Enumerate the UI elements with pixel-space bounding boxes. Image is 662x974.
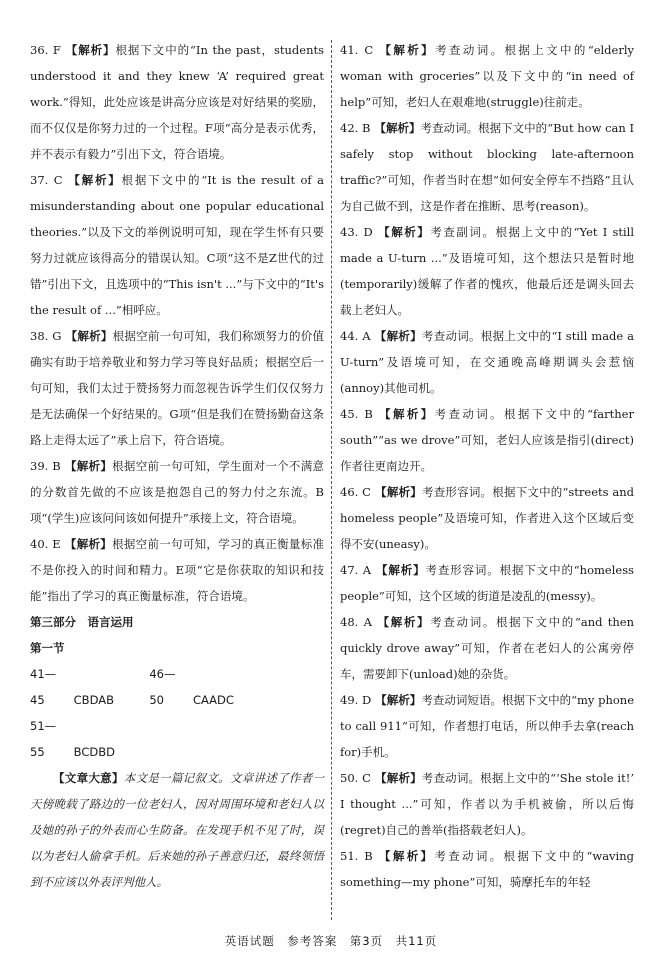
explanation-text: 考查动词。根据下文中的“and then quickly drove away”可知，作者在老妇人的公寓旁停车，需要卸下(unload)她的杂货。	[340, 615, 635, 681]
analysis-tag: 【解析】	[375, 615, 431, 629]
answer-explanation	[340, 323, 634, 401]
question-number: 50. C	[340, 771, 371, 785]
explanation-text: 考查动词。根据上文中的“I still made a U-turn”及语境可知，在交通晚高峰期调头会惹恼(annoy)其他司机。	[340, 329, 635, 395]
answer-key-row	[30, 661, 324, 713]
question-number: 45. B	[340, 407, 373, 421]
question-number: 42. B	[340, 121, 371, 135]
analysis-tag: 【解析】	[64, 537, 113, 551]
answer-explanation	[30, 453, 324, 531]
explanation-text: 根据下文中的“In the past，students understood it and they knew ‘A’ required great work.”得知，此处应该是讲高分应该是对好结果的奖励，而不仅仅是你努力过的一个过程。F项“高分是表示优秀，并不表示有毅力”引出下文，符合语境。	[30, 43, 324, 161]
question-number: 43. D	[340, 225, 373, 239]
question-number: 38. G	[30, 329, 62, 343]
question-number: 46. C	[340, 485, 371, 499]
analysis-tag: 【解析】	[374, 121, 421, 135]
explanation-text: 考查动词。根据下文中的“waving something—my phone”可知，骑摩托车的年轻	[340, 849, 634, 889]
analysis-tag: 【解析】	[374, 771, 422, 785]
question-number: 41. C	[340, 43, 374, 57]
left-entries	[30, 37, 324, 609]
analysis-tag: 【解析】	[376, 225, 431, 239]
explanation-text: 考查动词。根据下文中的“But how can I safely stop without blocking late-afternoon traffic?”可知，作者当时在想“如何安全停车不挡路”且认为自己做不到，这是作者在推断、思考(reason)。	[340, 121, 634, 213]
answer-explanation	[340, 609, 634, 687]
summary-text: 本文是一篇记叙文。文章讲述了作者一天傍晚载了路边的一位老妇人，因对周围环境和老妇人以及她的孙子的外表而心生防备。在发现手机不见了时，误以为老妇人偷拿手机。后来她的孙子善意归还，最终领悟到不应该以外表评判他人。	[30, 771, 325, 889]
analysis-tag: 【解析】	[376, 849, 435, 863]
explanation-text: 考查动词。根据上文中的“‘She stole it!’ I thought ...”可知，作者以为手机被偷，所以后悔(regret)自己的善举(指搭载老妇人)。	[340, 771, 634, 837]
analysis-tag: 【解析】	[374, 485, 422, 499]
question-number: 36. F	[30, 43, 61, 57]
page-footer: 英语试题 参考答案 第3页 共11页	[224, 934, 438, 948]
explanation-text: 根据下文中的“It is the result of a misunderstanding about one popular educational theories.”以及下文的举例说明可知，现在学生怀有只要努力过就应该得高分的错误认知。C项“这不是Z世代的过错”引出下文，且选项中的“This isn't ...”与下文中的“It's the result of ...”相呼应。	[30, 173, 325, 317]
answer-explanation	[340, 843, 634, 895]
question-number: 48. A	[340, 615, 372, 629]
question-number: 44. A	[340, 329, 371, 343]
analysis-tag: 【解析】	[375, 693, 422, 707]
analysis-tag: 【解析】	[66, 173, 122, 187]
right-entries	[340, 37, 634, 895]
question-number: 47. A	[340, 563, 372, 577]
key-range: 46—50	[149, 667, 176, 707]
answer-explanation	[30, 323, 324, 453]
question-number: 51. B	[340, 849, 373, 863]
answer-explanation	[340, 219, 634, 323]
explanation-text: 考查动词短语。根据下文中的“my phone to call 911”可知，作者想打电话，所以伸手去拿(reach for)手机。	[340, 693, 635, 759]
question-number: 49. D	[340, 693, 372, 707]
answer-explanation	[340, 401, 634, 479]
explanation-text: 考查形容词。根据下文中的“homeless people”可知，这个区域的街道是凌乱的(messy)。	[340, 563, 635, 603]
key-answers: CBDAB	[73, 693, 114, 707]
analysis-tag: 【解析】	[374, 329, 422, 343]
key-answers: BCDBD	[73, 745, 115, 759]
answer-key-row	[30, 713, 324, 765]
key-answers: CAADC	[192, 693, 234, 707]
answer-explanation	[340, 687, 634, 765]
answer-explanation	[340, 115, 634, 219]
analysis-tag: 【解析】	[65, 329, 113, 343]
answer-explanation	[30, 531, 324, 609]
explanation-text: 考查形容词。根据下文中的“streets and homeless people”及语境可知，作者进入这个区域后变得不安(uneasy)。	[340, 485, 635, 551]
key-range: 41—45	[30, 667, 57, 707]
part-title: 第三部分 语言运用	[30, 615, 134, 629]
question-number: 40. E	[30, 537, 61, 551]
answer-explanation	[30, 167, 324, 323]
analysis-tag: 【解析】	[64, 43, 116, 57]
article-summary	[30, 765, 324, 895]
question-number: 39. B	[30, 459, 61, 473]
answer-explanation	[340, 37, 634, 115]
explanation-text: 根据空前一句可知，我们称颂努力的价值确实有助于培养敬业和努力学习等良好品质；根据空后一句可知，我们太过于赞扬努力而忽视告诉学生们仅仅努力是无法确保一个好结果的。G项“但是我们在赞扬勤奋这条路上走得太远了”承上启下，符合语境。	[30, 329, 325, 447]
key-range: 51—55	[30, 719, 57, 759]
left-column	[30, 37, 324, 895]
summary-tag: 【文章大意】	[53, 771, 124, 785]
analysis-tag: 【解析】	[64, 459, 113, 473]
analysis-tag: 【解析】	[376, 407, 435, 421]
section-subtitle: 第一节	[30, 641, 65, 655]
analysis-tag: 【解析】	[375, 563, 426, 577]
explanation-text: 考查副词。根据上文中的“Yet I still made a U-turn ...”及语境可知，这个想法只是暂时地(temporarily)缓解了作者的愧疚，他最后还是调头回去载上老妇人。	[340, 225, 635, 317]
answer-explanation	[340, 557, 634, 609]
question-number: 37. C	[30, 173, 63, 187]
column-divider	[331, 40, 332, 920]
explanation-text: 根据空前一句可知，学习的真正衡量标准不是你投入的时间和精力。E项“它是你获取的知识和技能”指出了学习的真正衡量标准，符合语境。	[30, 537, 325, 603]
answer-explanation	[340, 479, 634, 557]
answer-explanation	[30, 37, 324, 167]
analysis-tag: 【解析】	[377, 43, 436, 57]
right-column	[340, 37, 634, 895]
explanation-text: 考查动词。根据上文中的“elderly woman with groceries”以及下文中的“in need of help”可知，老妇人在艰难地(struggle)往前走。	[340, 43, 635, 109]
answer-explanation	[340, 765, 634, 843]
explanation-text: 考查动词。根据下文中的“farther south”“as we drove”可知，老妇人应该是指引(direct)作者往更南边开。	[340, 407, 634, 473]
explanation-text: 根据空前一句可知，学生面对一个不满意的分数首先做的不应该是抱怨自己的努力付之东流。B项“(学生)应该问问该如何提升”承接上文，符合语境。	[30, 459, 324, 525]
